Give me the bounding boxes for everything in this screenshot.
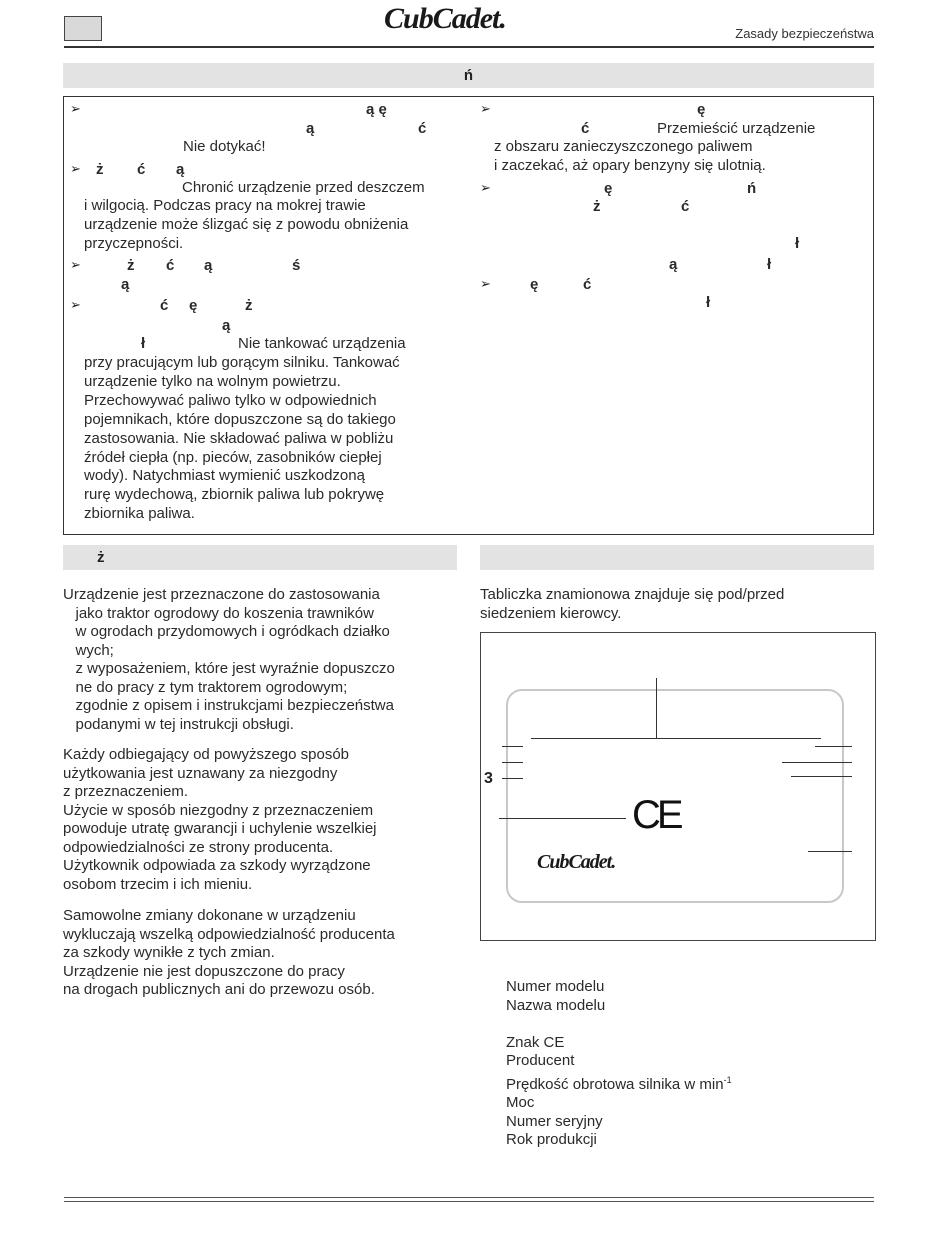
legend-item: Numer modelu [506,978,605,995]
warning-line: Chronić urządzenie przed deszczem [182,179,425,196]
warning-line: ć [166,257,175,274]
warning-line: ę [189,297,198,314]
text-line: z przeznaczeniem. [63,783,189,800]
text-line: Samowolne zmiany dokonane w urządzeniu [63,907,356,924]
nameplate-band [480,545,874,570]
brand-logo: CubCadet. [384,2,506,35]
legend-item [506,1071,732,1095]
warning-line: Nie dotykać! [183,138,266,155]
warning-line: wody). Natychmiast wymienić uszkodzoną [84,467,365,484]
intended-use-band [63,545,457,570]
page-number-box [64,16,102,41]
warning-line: ś [292,257,301,274]
warning-line: przy pracującym lub gorącym silniku. Tankować [84,354,400,371]
warning-line: źródeł ciepła (np. pieców, zasobników ciepłej [84,449,382,466]
warnings-band [63,63,874,88]
leader-line [656,678,657,738]
bullet-arrow-icon: ➢ [480,180,491,195]
text-line: wykluczają wszelką odpowiedzialność producenta [63,925,395,943]
warning-line: Nie tankować urządzenia [238,335,406,352]
legend-item: Rok produkcji [506,1131,597,1148]
legend-item: Producent [506,1052,575,1069]
warning-line: rurę wydechową, zbiornik paliwa lub pokrywę [84,486,385,503]
text-line: podanymi w tej instrukcji obsługi. [63,715,294,733]
leader-line [531,738,821,739]
warning-line: ą [669,256,678,273]
nameplate-intro [480,586,784,623]
section-title: Zasady bezpieczeństwa [735,26,874,41]
bullet-arrow-icon: ➢ [70,257,81,272]
warnings-band-title: ń [463,67,474,84]
leader-line [815,746,852,747]
text-line: zgodnie z opisem i instrukcjami bezpieczeństwa [63,697,394,714]
intended-use-paragraph-2 [63,746,377,894]
warning-line: zastosowania. Nie składować paliwa w pobliżu [84,430,394,447]
warning-line: urządzenie może ślizgać się z powodu obniżenia [84,216,409,233]
warning-line: ę [530,276,539,293]
text-line: Użytkownik odpowiada za szkody wyrządzone [63,857,371,874]
warning-line: ż [593,198,601,215]
warning-line: ć [418,120,427,137]
leader-line [499,818,626,819]
bullet-arrow-icon: ➢ [70,101,81,116]
warning-line: ą ę [366,101,387,118]
legend-item-text: Prędkość obrotowa silnika w min [506,1075,724,1093]
warning-line: urządzenie tylko na wolnym powietrzu. [84,373,341,390]
warning-line: i wilgocią. Podczas pracy na mokrej trawie [84,197,366,214]
warning-line: ć [137,161,146,178]
warning-line: ć [681,198,690,215]
bullet-arrow-icon: ➢ [480,101,491,116]
leader-line [502,762,523,763]
intended-use-paragraph-1 [63,586,395,734]
callout-number: 3 [484,770,493,787]
footer-rule [64,1201,874,1202]
text-line: siedzeniem kierowcy. [480,604,622,622]
warning-line: ą [176,161,185,178]
text-line: jako traktor ogrodowy do koszenia trawników [63,604,374,622]
text-line: odpowiedzialności ze strony producenta. [63,838,334,856]
warning-line: ę [697,101,706,118]
text-line: użytkowania jest uznawany za niezgodny [63,764,338,782]
text-line: osobom trzecim i ich mieniu. [63,875,253,893]
legend-item: Moc [506,1094,535,1111]
warning-line: ć [583,276,592,293]
text-line: w ogrodach przydomowych i ogródkach działko [63,623,390,640]
nameplate-brand-logo: CubCadet. [537,851,616,873]
leader-line [782,762,852,763]
warning-line: ż [127,257,135,274]
warning-line: ą [306,120,315,137]
warning-line: ć [581,120,590,137]
text-line: Użycie w sposób niezgodny z przeznaczeniem [63,801,374,819]
warning-line: ę [604,180,613,197]
warning-line: ą [121,276,130,293]
warning-line: zbiornika paliwa. [84,505,195,522]
legend-item: Nazwa modelu [506,996,606,1014]
text-line: za szkody wynikłe z tych zmian. [63,944,275,961]
warning-line: ą [204,257,213,274]
legend-item: Numer seryjny [506,1112,603,1130]
text-line: Urządzenie nie jest dopuszczone do pracy [63,962,345,980]
leader-line [791,776,852,777]
nameplate-legend [506,978,732,1150]
leader-line [502,778,523,779]
warning-line: ć [160,297,169,314]
text-line: ne do pracy z tym traktorem ogrodowym; [63,678,348,696]
legend-superscript: -1 [723,1074,732,1085]
bullet-arrow-icon: ➢ [70,297,81,312]
warning-line: i zaczekać, aż opary benzyny się ulotnią. [494,157,766,174]
warning-line: ł [767,256,772,273]
ce-mark-icon: CE [632,793,680,837]
text-line: wych; [63,641,114,659]
bullet-arrow-icon: ➢ [480,276,491,291]
intended-use-title: ż [97,549,105,566]
warning-line: ł [795,235,800,252]
warning-line: ł [706,294,711,311]
text-line: na drogach publicznych ani do przewozu osób. [63,981,375,998]
warning-line: z obszaru zanieczyszczonego paliwem [494,138,753,155]
leader-line [502,746,523,747]
text-line: Każdy odbiegający od powyższego sposób [63,746,350,763]
leader-line [808,851,852,852]
warning-line: pojemnikach, które dopuszczone są do takiego [84,411,396,428]
warning-line: ż [245,297,253,314]
text-line: Tabliczka znamionowa znajduje się pod/przed [480,586,785,603]
text-line: Urządzenie jest przeznaczone do zastosowania [63,586,380,603]
bullet-arrow-icon: ➢ [70,161,81,176]
footer-rule [64,1197,874,1198]
warning-line: ż [96,161,104,178]
header-rule [64,46,874,48]
legend-item: Znak CE [506,1033,565,1051]
legend-item [506,1015,732,1034]
warning-line: przyczepności. [84,235,184,252]
intended-use-paragraph-3 [63,907,395,1000]
text-line: powoduje utratę gwarancji i uchylenie wszelkiej [63,820,377,837]
warning-line: ą [222,317,231,334]
warning-line: ł [141,335,146,352]
warning-line: Przechowywać paliwo tylko w odpowiednich [84,392,377,409]
warning-line: Przemieścić urządzenie [657,120,816,137]
warning-line: ń [747,180,757,197]
text-line: z wyposażeniem, które jest wyraźnie dopuszczo [63,660,395,677]
